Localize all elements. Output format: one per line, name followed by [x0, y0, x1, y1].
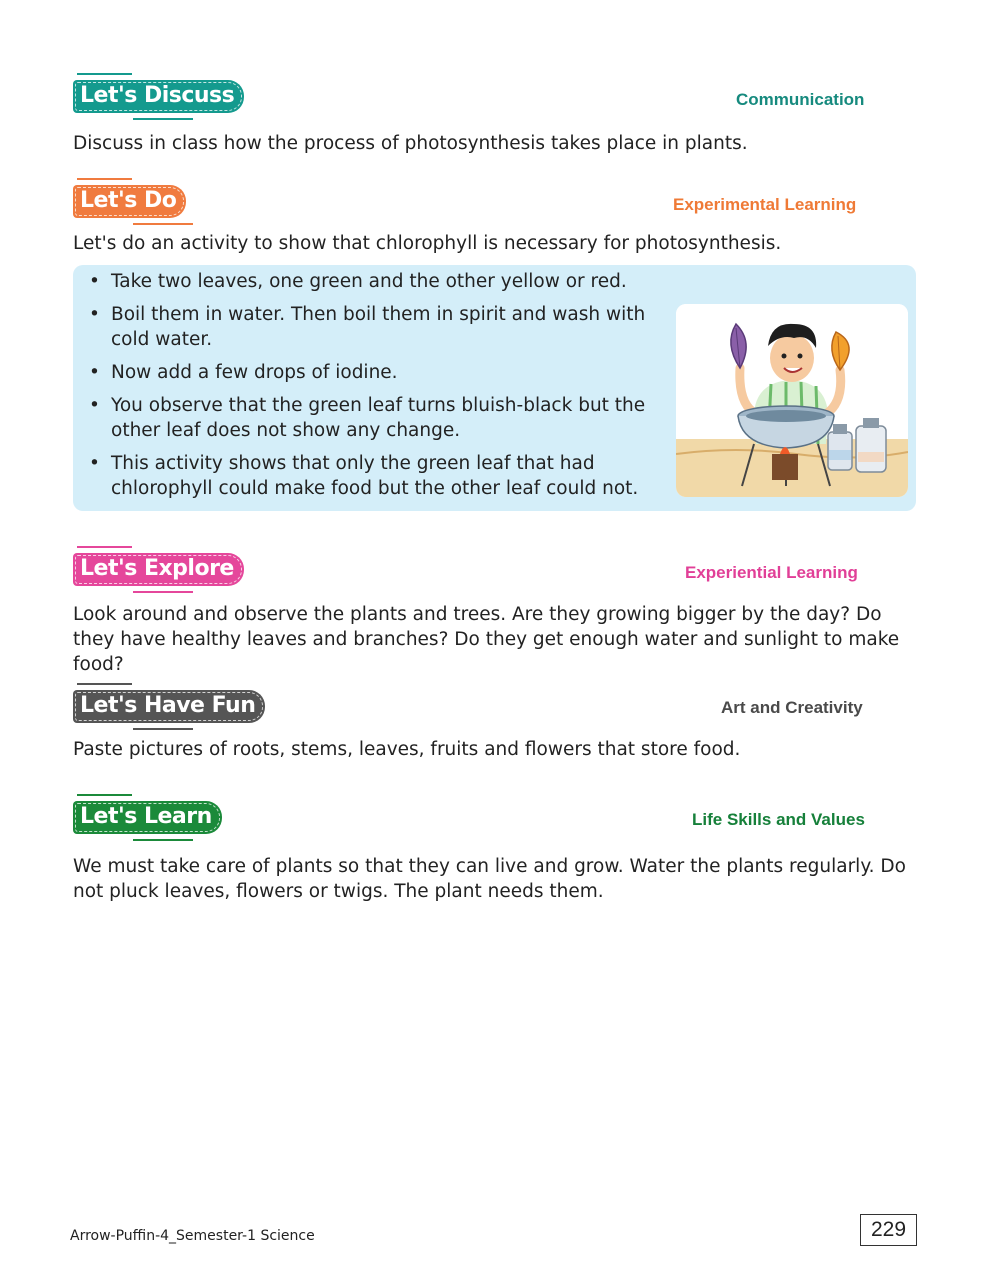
explore-tag: Let's Explore [73, 553, 244, 586]
activity-step: • Now add a few drops of iodine. [87, 360, 677, 385]
fun-tag-wrap [73, 690, 265, 723]
activity-step: • This activity shows that only the green leaf that had chlorophyll could make food but the other leaf could not. [87, 451, 677, 501]
activity-steps-list [87, 269, 677, 509]
activity-box [73, 265, 916, 511]
discuss-tag-wrap [73, 80, 244, 113]
discuss-tag: Let's Discuss [73, 80, 244, 113]
do-skill-label: Experimental Learning [673, 195, 857, 214]
learn-tag: Let's Learn [73, 801, 222, 834]
explore-text: Look around and observe the plants and trees. Are they growing bigger by the day? Do they have healthy leaves and branches? Do they get enough water and sunlight to make food? [73, 604, 900, 675]
do-tag: Let's Do [73, 185, 186, 218]
activity-step: • Take two leaves, one green and the other yellow or red. [87, 269, 677, 294]
boy-boiling-leaves-illustration [676, 304, 908, 497]
do-tag-wrap [73, 185, 186, 218]
page-number: 229 [860, 1214, 917, 1246]
activity-step: • You observe that the green leaf turns bluish-black but the other leaf does not show any change. [87, 393, 677, 443]
discuss-skill-label: Communication [736, 90, 865, 109]
activity-step: • Boil them in water. Then boil them in spirit and wash with cold water. [87, 302, 677, 352]
footer-book-title: Arrow-Puffin-4_Semester-1 Science [70, 1228, 315, 1244]
fun-text: Paste pictures of roots, stems, leaves, fruits and flowers that store food. [73, 739, 741, 760]
learn-skill-label: Life Skills and Values [692, 810, 865, 829]
discuss-text: Discuss in class how the process of photosynthesis takes place in plants. [73, 133, 748, 154]
explore-skill-label: Experiential Learning [685, 563, 858, 582]
explore-tag-wrap [73, 553, 244, 586]
fun-skill-label: Art and Creativity [721, 698, 863, 717]
learn-text: We must take care of plants so that they can live and grow. Water the plants regularly. Do not pluck leaves, flowers or twigs. The plant needs them. [73, 856, 906, 902]
fun-tag: Let's Have Fun [73, 690, 265, 723]
learn-tag-wrap [73, 801, 222, 834]
do-intro-text: Let's do an activity to show that chlorophyll is necessary for photosynthesis. [73, 233, 782, 254]
